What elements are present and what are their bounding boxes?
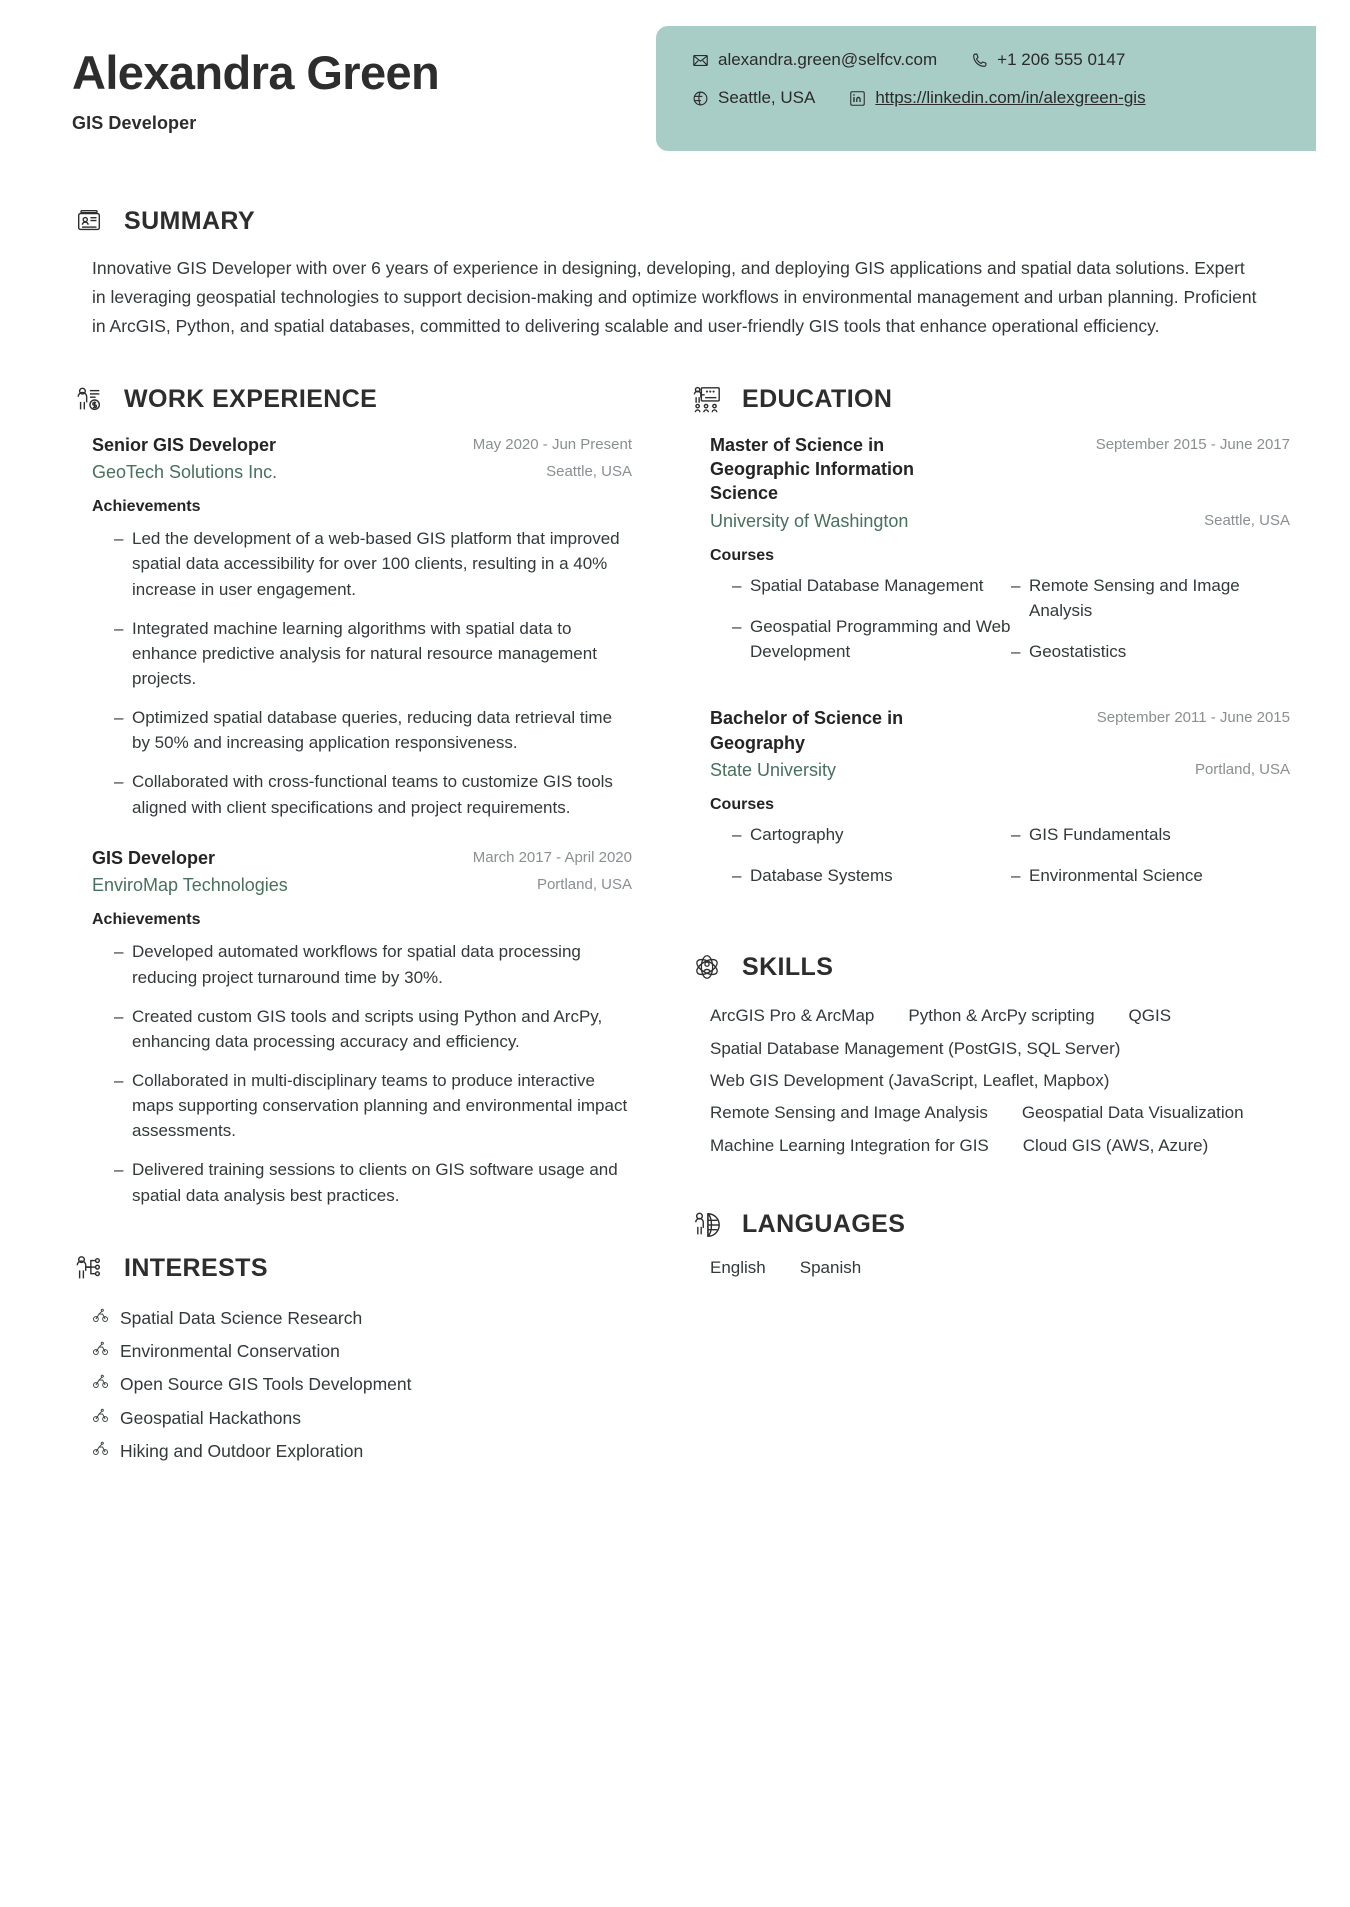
list-item: – Geospatial Programming and Web Development — [732, 614, 1011, 664]
list-item: – Collaborated in multi-disciplinary teams to produce interactive maps supporting conservation planning and environmental impact assessments. — [114, 1068, 632, 1143]
interests-title: INTERESTS — [124, 1254, 268, 1283]
list-item: – Collaborated with cross-functional teams to customize GIS tools aligned with client specifications and project requirements. — [114, 769, 632, 819]
contact-row-1 — [692, 50, 1286, 70]
education-courses — [710, 822, 1290, 904]
education-entry-top — [710, 433, 1290, 506]
course-column-left — [732, 573, 1011, 680]
interests-list — [72, 1302, 632, 1468]
work-entry-top — [92, 846, 632, 870]
list-item — [92, 1335, 632, 1368]
skills-list — [690, 1000, 1250, 1161]
work-experience-section — [72, 383, 632, 1208]
contact-box — [656, 26, 1316, 151]
work-date: March 2017 - April 2020 — [472, 848, 632, 866]
summary-title: SUMMARY — [124, 206, 256, 235]
contact-email[interactable] — [692, 50, 937, 70]
work-section-head — [72, 383, 632, 417]
education-courses — [710, 573, 1290, 680]
skills-title: SKILLS — [742, 952, 834, 981]
skill-item: Web GIS Development (JavaScript, Leaflet, Mapbox) — [710, 1071, 1110, 1091]
right-column — [690, 383, 1290, 1468]
skill-item: QGIS — [1128, 1006, 1172, 1026]
list-item — [92, 1368, 632, 1401]
globe-pin-icon — [692, 90, 709, 107]
list-item: – Optimized spatial database queries, reducing data retrieval time by 50% and increasing application responsiveness. — [114, 705, 632, 755]
work-entry-top — [92, 433, 632, 457]
summary-text: Innovative GIS Developer with over 6 years of experience in designing, developing, and deploying GIS applications and spatial data solutions. Expert in leveraging geospatial technologies to support decision-making and optimize workflows in environmental management and urban planning. Proficient in ArcGIS, Python, and spatial databases, committed to delivering scalable and user-friendly GIS tools that enhance operational efficiency. — [92, 258, 1257, 336]
contact-row-2 — [692, 88, 1286, 108]
skill-item: Python & ArcPy scripting — [908, 1006, 1095, 1026]
education-date: September 2015 - June 2017 — [1095, 435, 1290, 453]
skill-item: Geospatial Data Visualization — [1021, 1103, 1244, 1123]
interest-label: Environmental Conservation — [120, 1341, 340, 1362]
person-network-icon — [72, 1252, 106, 1286]
id-card-icon — [72, 204, 106, 238]
interest-label: Geospatial Hackathons — [120, 1407, 301, 1428]
skill-item: Spatial Database Management (PostGIS, SQL Server) — [710, 1038, 1121, 1058]
languages-list — [690, 1258, 1290, 1278]
skill-item: Cloud GIS (AWS, Azure) — [1022, 1135, 1209, 1155]
main-columns — [72, 383, 1290, 1468]
work-entry — [72, 846, 632, 1208]
skill-item: ArcGIS Pro & ArcMap — [710, 1006, 875, 1026]
work-organization: GeoTech Solutions Inc. — [92, 461, 278, 482]
education-institution: University of Washington — [710, 510, 909, 531]
list-item — [92, 1435, 632, 1468]
column-gap — [632, 383, 690, 1468]
page-title: Alexandra Green — [72, 46, 440, 99]
education-courses-label: Courses — [710, 796, 775, 814]
list-item: – Delivered training sessions to clients on GIS software usage and spatial data analysis best practices. — [114, 1157, 632, 1207]
contact-location-text: Seattle, USA — [718, 88, 816, 107]
list-item: – Remote Sensing and Image Analysis — [1011, 573, 1290, 623]
education-entry-sub — [710, 758, 1290, 782]
education-courses-label: Courses — [710, 546, 775, 564]
education-entry-header — [690, 706, 1290, 904]
contact-phone-text: +1 206 555 0147 — [997, 50, 1126, 69]
atom-person-icon — [690, 950, 724, 984]
list-item: – Geostatistics — [1011, 639, 1290, 664]
work-achievements-label: Achievements — [92, 911, 201, 929]
resume-header — [72, 0, 1278, 200]
person-salary-icon — [72, 383, 106, 417]
list-item: – GIS Fundamentals — [1011, 822, 1290, 847]
education-entry — [690, 706, 1290, 904]
list-item: – Led the development of a web-based GIS platform that improved spatial data accessibility for over 100 clients, resulting in a 40% increase in user engagement. — [114, 526, 632, 601]
linkedin-icon — [849, 90, 866, 107]
contact-email-text: alexandra.green@selfcv.com — [718, 50, 938, 69]
left-column — [72, 383, 632, 1468]
classroom-icon — [690, 383, 724, 417]
course-column-right — [1011, 573, 1290, 680]
education-entry-top — [710, 706, 1290, 755]
skill-item: Machine Learning Integration for GIS — [710, 1135, 989, 1155]
education-date: September 2011 - June 2015 — [1096, 709, 1290, 727]
education-section — [690, 383, 1290, 905]
work-date: May 2020 - Jun Present — [472, 435, 632, 453]
education-institution: State University — [710, 759, 837, 780]
education-location: Portland, USA — [1194, 760, 1290, 778]
list-item: – Created custom GIS tools and scripts using Python and ArcPy, enhancing data processing accuracy and efficiency. — [114, 1004, 632, 1054]
list-item: – Database Systems — [732, 863, 1011, 888]
work-achievements-list — [92, 526, 632, 820]
bicycle-icon — [92, 1368, 109, 1401]
course-column-right — [1011, 822, 1290, 904]
education-degree: Master of Science in Geographic Information Science — [710, 434, 915, 504]
list-item — [92, 1302, 632, 1335]
list-item: – Developed automated workflows for spatial data processing reducing project turnaround time by 30%. — [114, 939, 632, 989]
education-title: EDUCATION — [742, 385, 893, 414]
list-item: – Integrated machine learning algorithms with spatial data to enhance predictive analysis for natural resource management projects. — [114, 616, 632, 691]
contact-linkedin[interactable] — [849, 88, 1145, 108]
work-entry-sub — [92, 460, 632, 484]
bicycle-icon — [92, 1302, 109, 1335]
education-entry — [690, 433, 1290, 681]
skills-section — [690, 950, 1290, 1161]
languages-title: LANGUAGES — [742, 1210, 906, 1239]
interest-label: Open Source GIS Tools Development — [120, 1374, 412, 1395]
education-section-head — [690, 383, 1290, 417]
bicycle-icon — [92, 1402, 109, 1435]
summary-section-head — [72, 204, 1278, 238]
person-globe-icon — [690, 1208, 724, 1242]
language-item: English — [710, 1257, 766, 1277]
work-position: Senior GIS Developer — [92, 434, 277, 455]
work-organization: EnviroMap Technologies — [92, 875, 288, 896]
envelope-icon — [692, 52, 709, 69]
course-column-left — [732, 822, 1011, 904]
list-item — [92, 1402, 632, 1435]
work-position: GIS Developer — [92, 847, 216, 868]
job-title: GIS Developer — [72, 112, 197, 133]
interest-label: Hiking and Outdoor Exploration — [120, 1440, 364, 1461]
work-location: Portland, USA — [536, 876, 632, 894]
work-title: WORK EXPERIENCE — [124, 385, 378, 414]
work-entry — [72, 433, 632, 820]
contact-linkedin-text[interactable]: https://linkedin.com/in/alexgreen-gis — [875, 88, 1146, 107]
skills-section-head — [690, 950, 1290, 984]
skill-item: Remote Sensing and Image Analysis — [710, 1103, 988, 1123]
work-location: Seattle, USA — [546, 462, 632, 480]
name-block — [72, 48, 439, 134]
bicycle-icon — [92, 1335, 109, 1368]
education-entry-sub — [710, 509, 1290, 533]
interest-label: Spatial Data Science Research — [120, 1307, 363, 1328]
education-location: Seattle, USA — [1204, 511, 1290, 529]
bicycle-icon — [92, 1435, 109, 1468]
languages-section-head — [690, 1208, 1290, 1242]
contact-location — [692, 88, 815, 108]
contact-phone[interactable] — [971, 50, 1125, 70]
language-item: Spanish — [799, 1257, 862, 1277]
education-degree: Bachelor of Science in Geography — [710, 708, 904, 753]
work-achievements-label: Achievements — [92, 498, 201, 516]
education-entry-header — [690, 433, 1290, 681]
work-achievements-list — [92, 939, 632, 1207]
work-entry-sub — [92, 873, 632, 897]
phone-icon — [971, 52, 988, 69]
list-item: – Environmental Science — [1011, 863, 1290, 888]
interests-section-head — [72, 1252, 632, 1286]
interests-section — [72, 1252, 632, 1468]
summary-section — [72, 204, 1278, 341]
work-entry-header — [72, 846, 632, 1208]
work-entry-header — [72, 433, 632, 820]
languages-section — [690, 1208, 1290, 1278]
list-item: – Cartography — [732, 822, 1011, 847]
list-item: – Spatial Database Management — [732, 573, 1011, 598]
